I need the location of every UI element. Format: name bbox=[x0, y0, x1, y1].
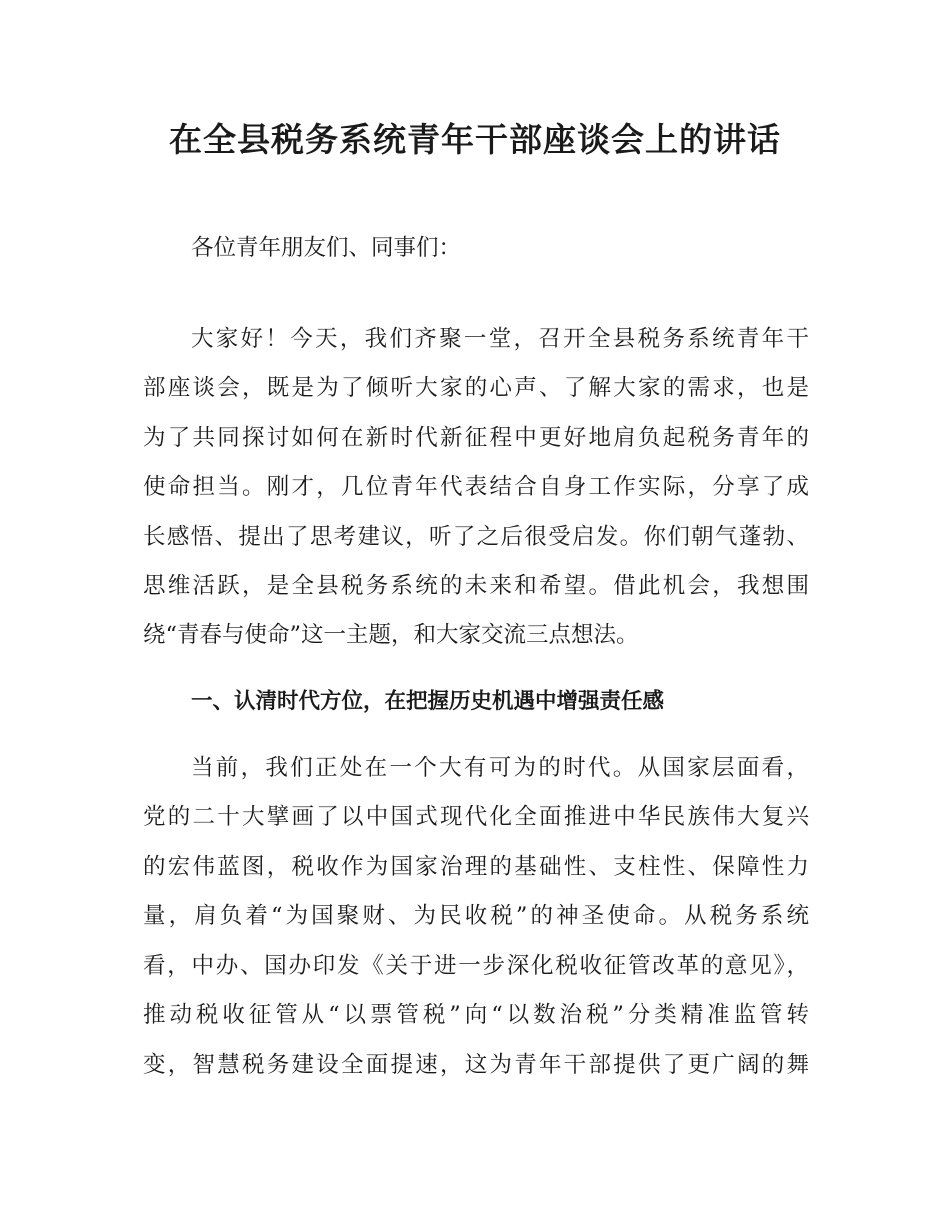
paragraph-1-line-2: 部座谈会，既是为了倾听大家的心声、了解大家的需求，也是 bbox=[143, 375, 809, 401]
section-heading-1: 一、认清时代方位，在把握历史机遇中增强责任感 bbox=[191, 689, 665, 714]
paragraph-2-line-7: 变，智慧税务建设全面提速，这为青年干部提供了更广阔的舞 bbox=[143, 1052, 809, 1078]
greeting: 各位青年朋友们、同事们： bbox=[191, 235, 462, 261]
paragraph-2-line-5: 看，中办、国办印发《关于进一步深化税收征管改革的意见》， bbox=[143, 953, 809, 979]
paragraph-1-line-4: 使命担当。刚才，几位青年代表结合自身工作实际，分享了成 bbox=[143, 474, 809, 500]
paragraph-2-line-6: 推动税收征管从“以票管税”向“以数治税”分类精准监管转 bbox=[143, 1002, 809, 1028]
paragraph-2-line-2: 党的二十大擘画了以中国式现代化全面推进中华民族伟大复兴 bbox=[143, 804, 809, 830]
paragraph-1-line-6: 思维活跃，是全县税务系统的未来和希望。借此机会，我想围 bbox=[143, 573, 809, 599]
paragraph-2-line-1: 当前，我们正处在一个大有可为的时代。从国家层面看， bbox=[191, 755, 809, 781]
paragraph-2-line-3: 的宏伟蓝图，税收作为国家治理的基础性、支柱性、保障性力 bbox=[143, 854, 809, 880]
paragraph-1-line-1: 大家好！今天，我们齐聚一堂，召开全县税务系统青年干 bbox=[191, 326, 809, 352]
paragraph-1-line-5: 长感悟、提出了思考建议，听了之后很受启发。你们朝气蓬勃、 bbox=[143, 524, 809, 550]
paragraph-1-line-3: 为了共同探讨如何在新时代新征程中更好地肩负起税务青年的 bbox=[143, 425, 809, 451]
paragraph-1-line-7: 绕“青春与使命”这一主题，和大家交流三点想法。 bbox=[143, 622, 639, 648]
paragraph-2-line-4: 量，肩负着“为国聚财、为民收税”的神圣使命。从税务系统 bbox=[143, 903, 809, 929]
document-title: 在全县税务系统青年干部座谈会上的讲话 bbox=[169, 120, 781, 159]
